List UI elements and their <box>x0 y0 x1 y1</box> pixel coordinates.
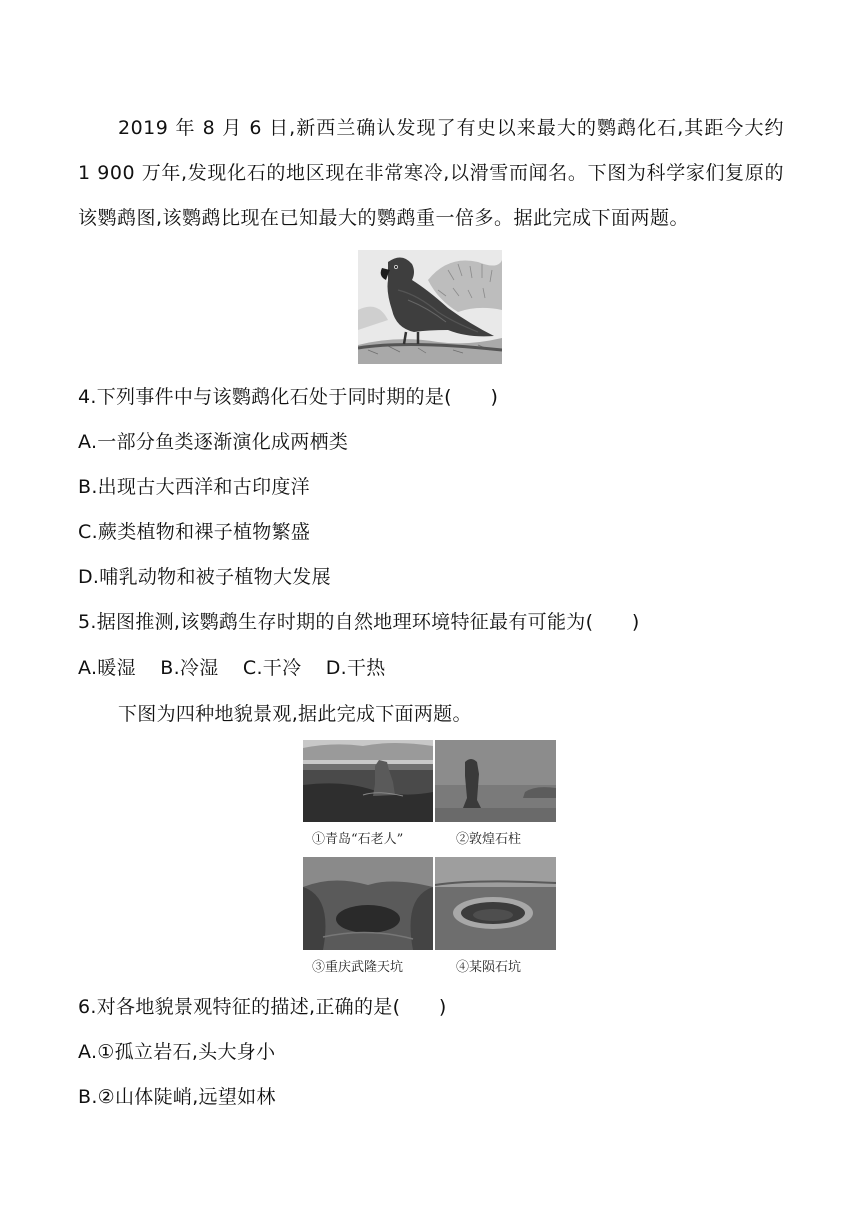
q4-option-c: C.蕨类植物和裸子植物繁盛 <box>78 521 311 543</box>
photo-dunhuang-pillar <box>435 740 556 822</box>
q4-option-a: A.一部分鱼类逐渐演化成两栖类 <box>78 431 349 453</box>
photo-caption-4: ④某陨石坑 <box>456 960 522 975</box>
intro-paragraph: 2019 年 8 月 6 日,新西兰确认发现了有史以来最大的鹦鹉化石,其距今大约 1 900 万年,发现化石的地区现在非常寒冷,以滑雪而闻名。下图为科学家们复原的该鹦鹉图,该鹦鹉比现在已知最大的鹦鹉重一倍多。据此完成下面两题。 <box>78 117 784 229</box>
photo-meteor-crater <box>435 857 556 950</box>
q6-stem: 6.对各地貌景观特征的描述,正确的是( ) <box>78 996 447 1018</box>
photo-qingdao-rock <box>303 740 433 822</box>
photo-caption-2: ②敦煌石柱 <box>456 832 522 847</box>
q5-option-b: B.冷湿 <box>160 657 219 679</box>
q5-option-a: A.暖湿 <box>78 657 136 679</box>
q4-option-d: D.哺乳动物和被子植物大发展 <box>78 566 331 588</box>
intro2-paragraph: 下图为四种地貌景观,据此完成下面两题。 <box>118 703 472 725</box>
photo-caption-1: ①青岛“石老人” <box>312 832 404 847</box>
photo-wulong-tiankeng <box>303 857 433 950</box>
q5-option-d: D.干热 <box>325 657 386 679</box>
q4-stem: 4.下列事件中与该鹦鹉化石处于同时期的是( ) <box>78 386 499 408</box>
q6-option-b: B.②山体陡峭,远望如林 <box>78 1086 276 1108</box>
photo-caption-3: ③重庆武隆天坑 <box>312 960 404 975</box>
q6-option-a: A.①孤立岩石,头大身小 <box>78 1041 276 1063</box>
q5-stem: 5.据图推测,该鹦鹉生存时期的自然地理环境特征最有可能为( ) <box>78 611 640 633</box>
q5-option-c: C.干冷 <box>242 657 302 679</box>
q5-options <box>78 656 404 680</box>
q4-option-b: B.出现古大西洋和古印度洋 <box>78 476 310 498</box>
parrot-illustration <box>358 250 502 364</box>
